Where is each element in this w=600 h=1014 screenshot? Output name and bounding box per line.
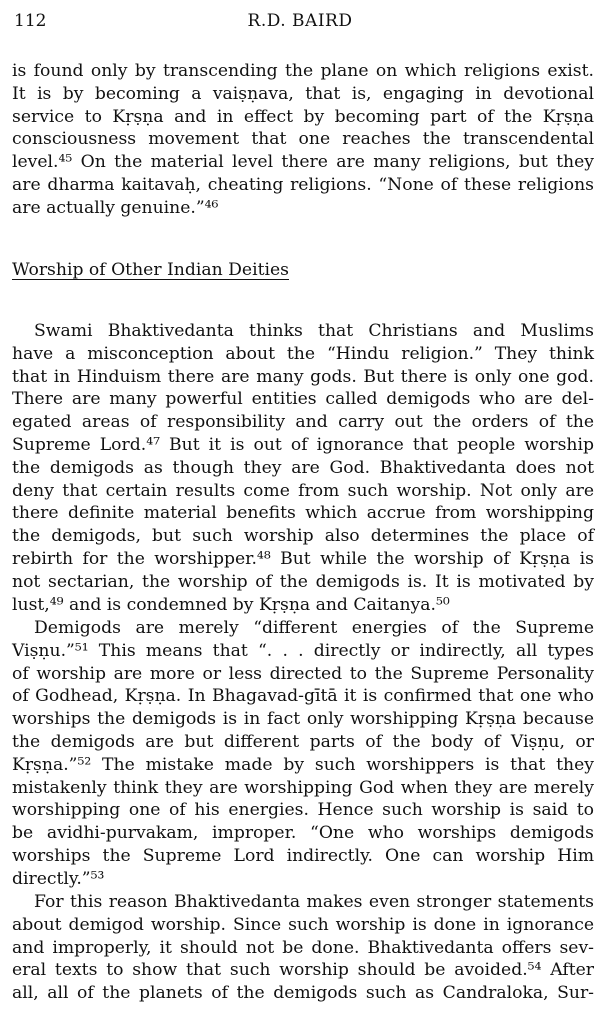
paragraph-line: directly.”⁵³ xyxy=(12,868,105,889)
paragraph-line: not sectarian, the worship of the demigods is. It is motivated by xyxy=(12,571,594,592)
paragraph-line: There are many powerful entities called demigods who are del- xyxy=(12,389,594,410)
paragraph-line: the demigods are but different parts of the body of Viṣṇu, or xyxy=(12,731,594,752)
section-heading: Worship of Other Indian Deities xyxy=(12,260,289,280)
paragraph-line: deny that certain results come from such worship. Not only are xyxy=(12,480,594,501)
paragraph-line: egated areas of responsibility and carry out the orders of the xyxy=(12,412,594,433)
paragraph-line: worships the demigods is in fact only worshipping Kṛṣṇa because xyxy=(12,709,594,730)
paragraph-line: consciousness movement that one reaches the transcendental xyxy=(12,129,594,150)
paragraph-line: rebirth for the worshipper.⁴⁸ But while the worship of Kṛṣṇa is xyxy=(12,548,594,569)
paragraph-line: are actually genuine.”⁴⁶ xyxy=(12,197,219,218)
paragraph-line: Demigods are merely “different energies of the Supreme xyxy=(34,618,594,638)
paragraph-1 xyxy=(12,60,594,220)
paragraph-line: It is by becoming a vaiṣṇava, that is, engaging in devotional xyxy=(12,83,594,104)
paragraph-line: and improperly, it should not be done. Bhaktivedanta offers sev- xyxy=(12,937,594,958)
paragraph-line: level.⁴⁵ On the material level there are many religions, but they xyxy=(12,152,594,173)
paragraph-line: worships the Supreme Lord indirectly. One can worship Him xyxy=(12,845,594,866)
paragraph-4 xyxy=(12,891,594,1005)
paragraph-line: the demigods, but such worship also determines the place of xyxy=(12,526,594,547)
paragraph-line: eral texts to show that such worship should be avoided.⁵⁴ After xyxy=(12,960,594,981)
paragraph-line: about demigod worship. Since such worship is done in ignorance xyxy=(12,914,594,935)
paragraph-line: Viṣṇu.”⁵¹ This means that “. . . directly or indirectly, all types xyxy=(12,640,594,661)
paragraph-line: For this reason Bhaktivedanta makes even stronger statements xyxy=(34,892,594,912)
paragraph-line: lust,⁴⁹ and is condemned by Kṛṣṇa and Caitanya.⁵⁰ xyxy=(12,594,450,615)
paragraph-2 xyxy=(12,320,594,616)
paragraph-line: Kṛṣṇa.”⁵² The mistake made by such worshippers is that they xyxy=(12,754,594,775)
page-header xyxy=(14,6,586,36)
paragraph-line: all, all of the planets of the demigods such as Candraloka, Sur- xyxy=(12,983,594,1004)
paragraph-line: service to Kṛṣṇa and in effect by becoming part of the Kṛṣṇa xyxy=(12,106,594,127)
paragraph-line: Supreme Lord.⁴⁷ But it is out of ignorance that people worship xyxy=(12,434,594,455)
paragraph-line: are dharma kaitavaḥ, cheating religions. “None of these religions xyxy=(12,174,594,195)
paragraph-line: that in Hinduism there are many gods. But there is only one god. xyxy=(12,366,594,387)
paragraph-line: of Godhead, Kṛṣṇa. In Bhagavad-gītā it is confirmed that one who xyxy=(12,686,594,707)
paragraph-line: of worship are more or less directed to the Supreme Personality xyxy=(12,663,594,684)
paragraph-line: the demigods as though they are God. Bhaktivedanta does not xyxy=(12,457,594,478)
paragraph-line: there definite material benefits which accrue from worshipping xyxy=(12,503,594,524)
paragraph-line: mistakenly think they are worshipping God when they are merely xyxy=(12,777,594,798)
paragraph-line: is found only by transcending the plane on which religions exist. xyxy=(12,61,594,81)
paragraph-line: be avidhi-purvakam, improper. “One who worships demigods xyxy=(12,823,594,844)
running-head: R.D. BAIRD xyxy=(247,11,353,31)
paragraph-line: worshipping one of his energies. Hence such worship is said to xyxy=(12,800,594,821)
paragraph-line: Swami Bhaktivedanta thinks that Christians and Muslims xyxy=(34,321,594,341)
page-number: 112 xyxy=(14,11,47,31)
paragraph-3 xyxy=(12,617,594,891)
paragraph-line: have a misconception about the “Hindu religion.” They think xyxy=(12,343,594,364)
